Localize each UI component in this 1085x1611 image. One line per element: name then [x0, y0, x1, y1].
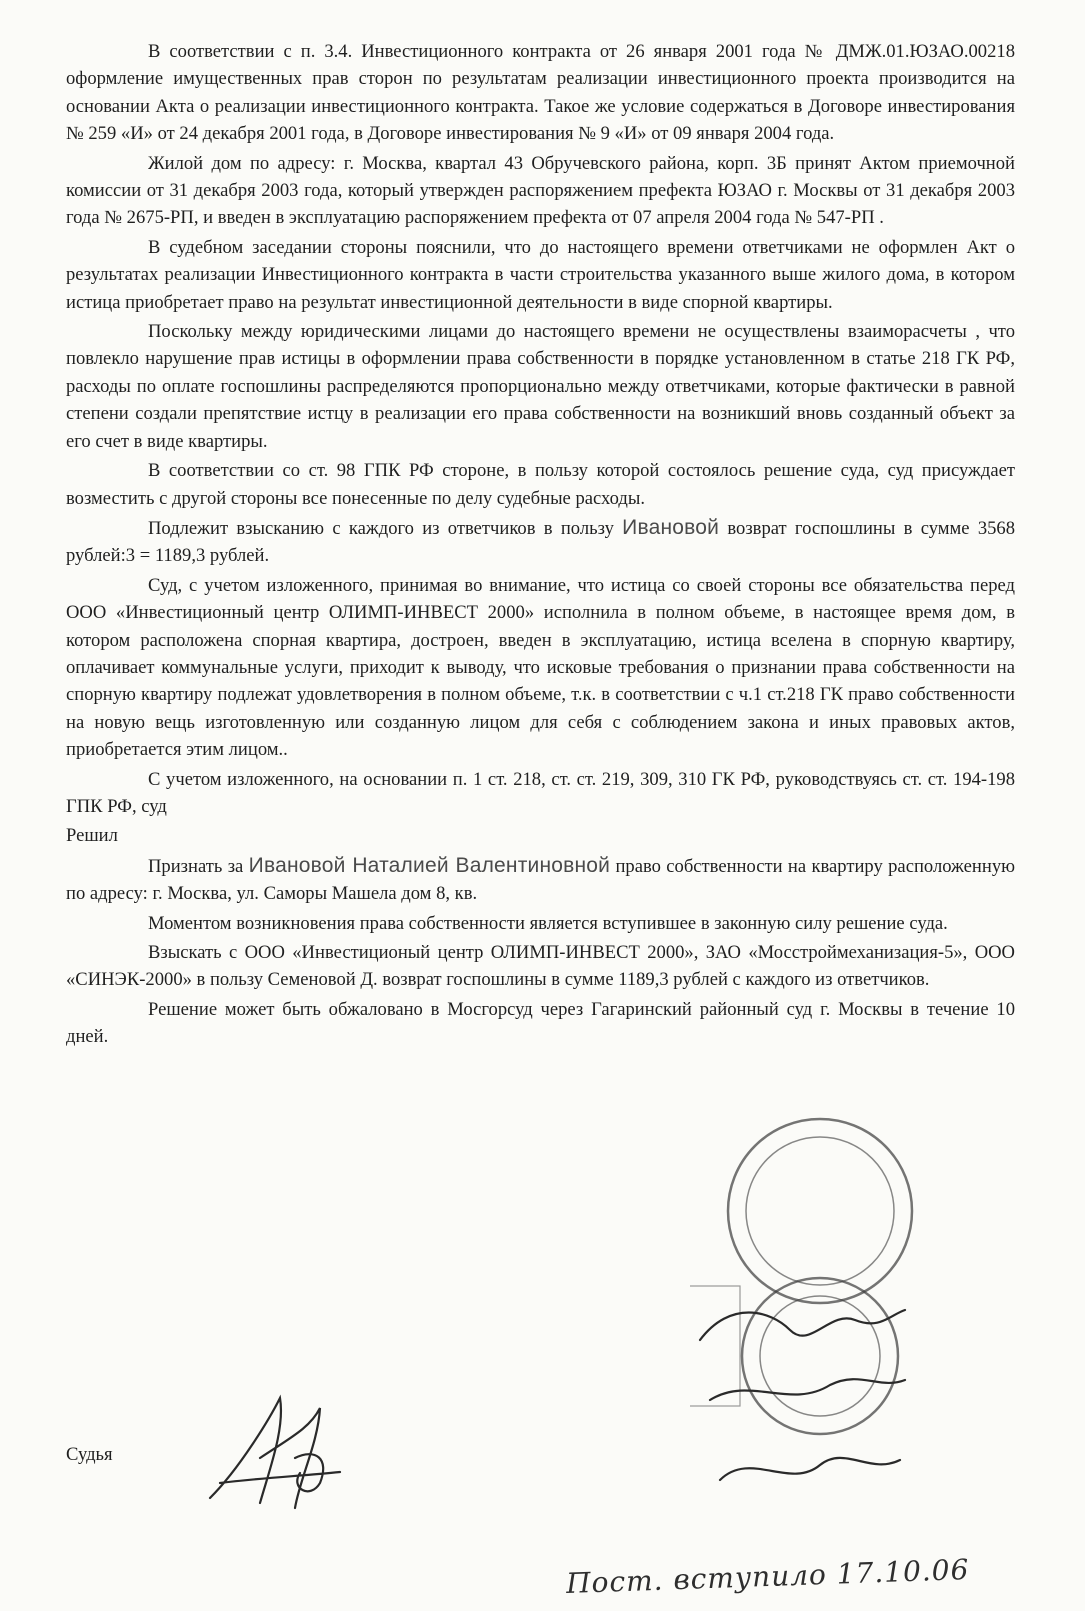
paragraph-recover-fee: Взыскать с ООО «Инвестиционый центр ОЛИМП-ИНВЕСТ 2000», ЗАО «Мосстроймеханизация-5», ООО «СИНЭК-2000» в пользу Семеновой Д. возврат госпошлины в сумме 1189,3 рублей с каждого из ответчиков. — [66, 942, 1015, 991]
paragraph-court-hearing: В судебном заседании стороны пояснили, что до настоящего времени ответчиками не оформлен Акт о результатах реализации Инвестиционного контракта в части строительства указанного выше жилого дома, в котором истица приобретает право на результат инвестиционной деятельности в виде спорной квартиры. — [66, 236, 1015, 313]
ruling-text-before: Признать за — [148, 855, 244, 877]
paragraph-appeal: Решение может быть обжаловано в Мосгорсуд через Гагаринский районный суд г. Москвы в течение 10 дней. — [66, 998, 1015, 1048]
handwritten-date-note: Пост. вступило 17.10.06 — [565, 1552, 970, 1601]
plaintiff-full-name: Ивановой Наталией Валентиновной — [248, 853, 611, 877]
ruling-text-after: право собственности на квартиру расположенную по адресу: г. Москва, ул. Саморы Машела дом 8, кв. — [66, 855, 1016, 905]
paragraph-ownership-moment: Моментом возникновения права собственности является вступившее в законную силу решение суда. — [148, 912, 948, 934]
paragraph-legal-basis: С учетом изложенного, на основании п. 1 ст. 218, ст. ст. 219, 309, 310 ГК РФ, руководствуясь ст. ст. 194-198 ГПК РФ, суд — [66, 768, 1015, 817]
judge-label: Судья — [66, 1444, 113, 1465]
paragraph-recovery — [66, 514, 1015, 570]
recovery-text-before: Подлежит взысканию с каждого из ответчиков в пользу — [148, 517, 614, 539]
document-body — [66, 38, 1015, 1053]
paragraph-residential-building: Жилой дом по адресу: г. Москва, квартал 43 Обручевского района, корп. 3Б принят Актом приемочной комиссии от 31 декабря 2003 года, который утвержден распоряжением префекта ЮЗАО г. Москвы от 31 декабря 2003 года № 2675-РП, и введен в эксплуатацию распоряжением префекта от 07 апреля 2004 года № 547-РП . — [66, 152, 1015, 229]
paragraph-ruling — [66, 852, 1015, 908]
clerk-signature — [680, 1280, 920, 1510]
recovery-text-after: возврат госпошлины в сумме 3568 рублей:3 = 1189,3 рублей. — [66, 517, 1016, 567]
paragraph-court-conclusion: Суд, с учетом изложенного, принимая во внимание, что истица со своей стороны все обязательства перед ООО «Инвестиционный центр ОЛИМП-ИНВЕСТ 2000» исполнила в полном объеме, в настоящее время дом, в котором расположена спорная квартира, достроен, введен в эксплуатацию, истица вселена в спорную квартиру, оплачивает коммунальные услуги, приходит к выводу, что исковые требования о признании права собственности на спорную квартиру подлежат удовлетворения в полном объеме, т.к. в соответствии с ч.1 ст.218 ГК право собственности на новую вещь изготовленную или созданную лицом для себя с соблюдением закона и иных правовых актов, приобретается этим лицом.. — [66, 574, 1015, 761]
ruling-heading: Решил — [66, 825, 118, 847]
plaintiff-name: Ивановой — [622, 515, 720, 539]
paragraph-investment-contract: В соответствии с п. 3.4. Инвестиционного контракта от 26 января 2001 года № ДМЖ.01.ЮЗАО.00218 оформление имущественных прав сторон по результатам реализации инвестиционного проекта производится на основании Акта о реализации инвестиционного контракта. Такое же условие содержаться в Договоре инвестирования № 259 «И» от 24 декабря 2001 года, в Договоре инвестирования № 9 «И» от 09 января 2004 года. — [66, 41, 1015, 145]
paragraph-settlements: Поскольку между юридическими лицами до настоящего времени не осуществлены взаиморасчеты , что повлекло нарушение прав истицы в оформлении права собственности в порядке установленном в статье 218 ГК РФ, расходы по оплате госпошлины распределяются пропорционально между ответчиками, которые фактически в равной степени создали препятствие истцу в реализации его права собственности на возникший вновь созданный объект за его счет в виде квартиры. — [66, 321, 1015, 452]
judge-signature — [200, 1388, 350, 1518]
paragraph-court-costs: В соответствии со ст. 98 ГПК РФ стороне, в пользу которой состоялось решение суда, суд присуждает возместить с другой стороны все понесенные по делу судебные расходы. — [66, 460, 1015, 509]
